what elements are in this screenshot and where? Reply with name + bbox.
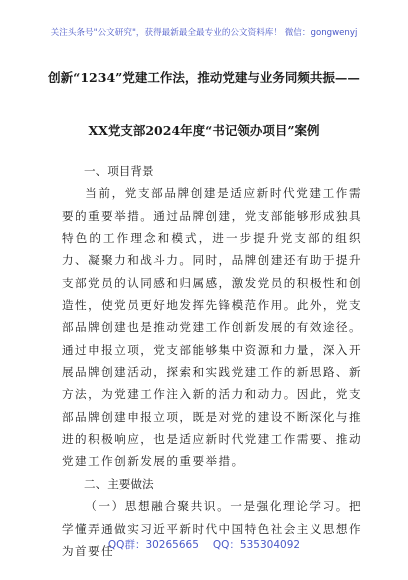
section-heading-background: 一、项目背景: [84, 164, 154, 178]
footer-contact: [0, 537, 408, 552]
section-heading-practices: 二、主要做法: [84, 476, 154, 491]
footer-qq: QQ：535304092: [212, 539, 301, 551]
section-paragraph-practices: [62, 495, 362, 562]
document-title-line-1: 创新“1234”党建工作法，推动党建与业务同频共振——: [48, 70, 360, 85]
footer-qq-group: QQ群：30265665: [107, 539, 199, 551]
paragraph-text: 一是强化理论学习。把学懂弄通做实习近平新时代中国特色社会主义思想作为首要任: [62, 499, 363, 558]
paragraph-lead: （一）思想融合聚共识。: [85, 499, 231, 514]
document-body: [62, 160, 362, 562]
document-title-line-2: XX党支部2024年度“书记领办项目”案例: [88, 123, 320, 138]
section-paragraph-background: 当前，党支部品牌创建是适应新时代党建工作需要的重要举措。通过品牌创建，党支部能够形成独具特色的工作理念和模式，进一步提升党支部的组织力、凝聚力和战斗力。同时，品牌创建还有助于提升支部党员的认同感和归属感，激发党员的积极性和创造性，使党员更好地发挥先锋模范作用。此外，党支部品牌创建也是推动党建工作创新发展的有效途径。通过申报立项，党支部能够集中资源和力量，深入开展品牌创建活动，探索和实践党建工作的新思路、新方法，为党建工作注入新的活力和动力。因此，党支部品牌创建申报立项，既是对党的建设不断深化与推进的积极响应，也是适应新时代党建工作需要、推动党建工作创新发展的重要举措。: [62, 186, 363, 469]
header-banner: 关注头条号"公文研究"，获得最新最全最专业的公文资料库！ 微信：gongwenyj: [50, 28, 358, 38]
